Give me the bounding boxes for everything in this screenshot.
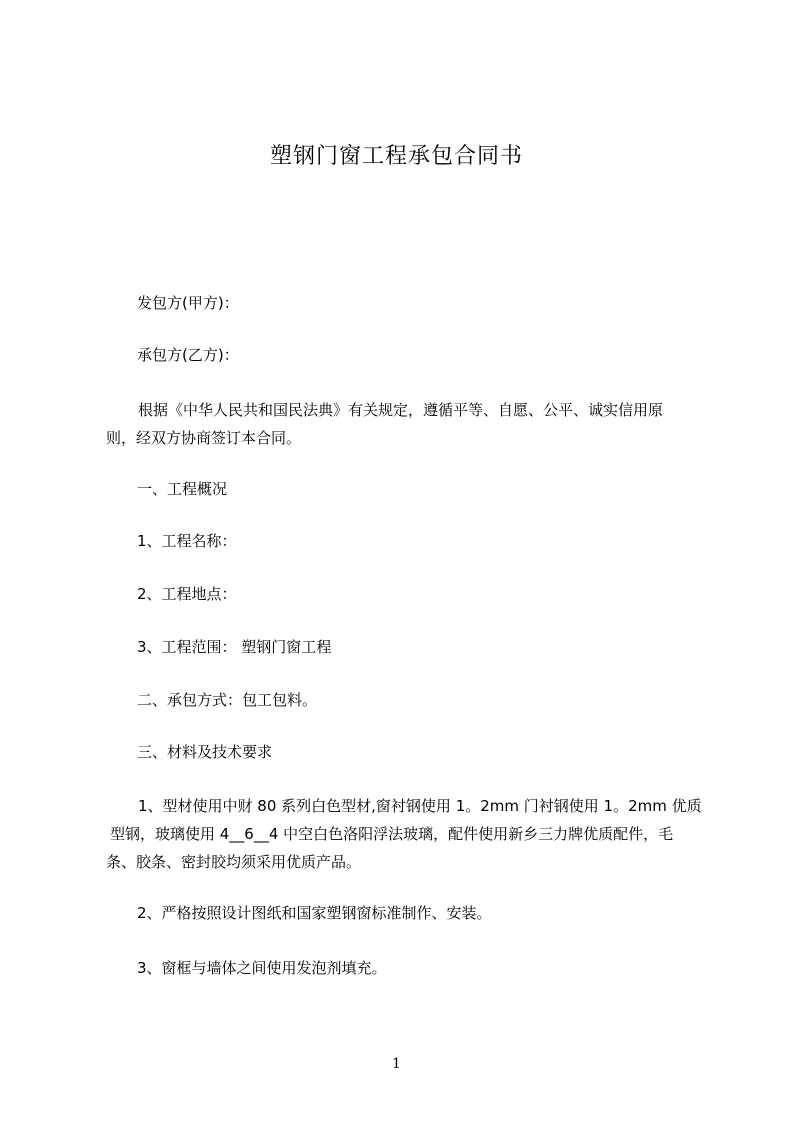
preamble-paragraph: [106, 396, 702, 452]
project-scope-item: 3、工程范围： 塑钢门窗工程: [137, 638, 332, 656]
page-number: 1: [392, 1056, 401, 1072]
requirement-line: 1、型材使用中财 80 系列白色型材,窗衬钢使用 1。2mm 门衬钢使用 1。2mm 优质: [138, 797, 702, 815]
requirement-line: 条、胶条、密封胶均须采用优质产品。: [106, 853, 362, 871]
foam-fill-requirement: 3、窗框与墙体之间使用发泡剂填充。: [137, 959, 387, 977]
project-location-item: 2、工程地点：: [137, 585, 237, 603]
requirement-line: 型钢，玻璃使用 4__6__4 中空白色洛阳浮法玻璃，配件使用新乡三力牌优质配件，毛: [110, 825, 674, 843]
preamble-line: 根据《中华人民共和国民法典》有关规定，遵循平等、自愿、公平、诚实信用原: [138, 401, 664, 419]
preamble-line: 则，经双方协商签订本合同。: [106, 429, 302, 447]
project-name-item: 1、工程名称：: [137, 532, 237, 550]
party-a-label: 发包方(甲方)：: [137, 294, 239, 312]
section-heading-materials: 三、材料及技术要求: [137, 743, 273, 761]
materials-requirement-paragraph: [106, 792, 702, 876]
standards-requirement: 2、严格按照设计图纸和国家塑钢窗标准制作、安装。: [137, 904, 492, 922]
party-b-label: 承包方(乙方)：: [137, 346, 239, 364]
document-title: 塑钢门窗工程承包合同书: [269, 144, 523, 169]
section-heading-contract-mode: 二、承包方式：包工包料。: [137, 691, 318, 709]
section-heading-overview: 一、工程概况: [137, 480, 228, 498]
